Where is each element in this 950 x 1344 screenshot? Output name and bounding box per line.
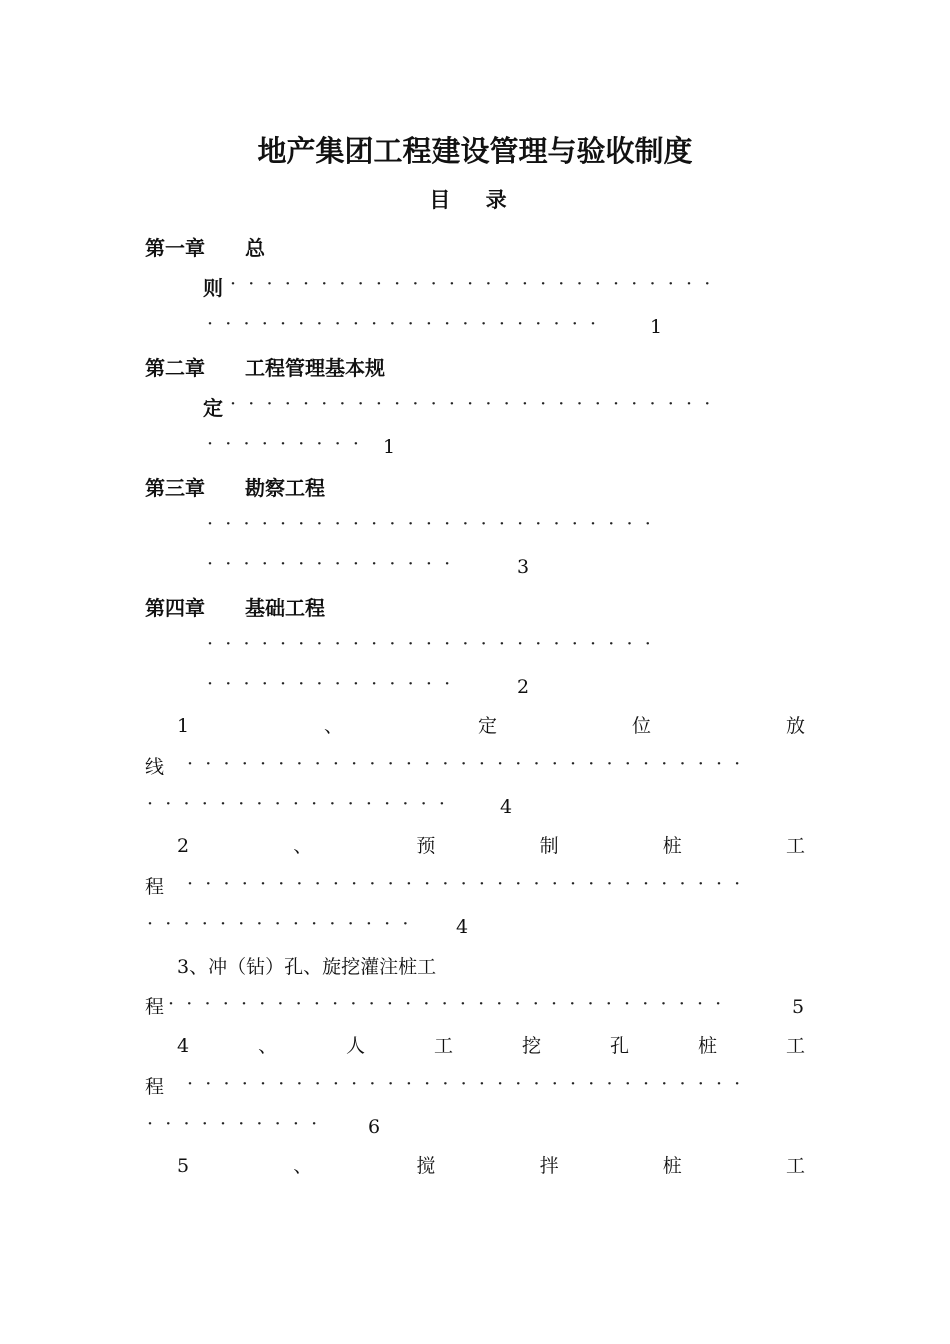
toc-ch4-page: 2 — [517, 676, 530, 698]
toc-s4-part: 工 — [434, 1035, 454, 1057]
toc-ch1-leader-2: ······················ — [207, 313, 609, 335]
toc-s1-part: 定 — [478, 715, 498, 737]
toc-ch3-label: 第三章 — [145, 476, 205, 500]
toc-s2-line — [177, 837, 805, 856]
toc-s2-part: 2 — [177, 835, 190, 857]
toc-ch4-leader-1: ························· — [207, 633, 663, 655]
toc-s4-part: 挖 — [522, 1035, 542, 1057]
toc-ch2-name-cont: 定 — [203, 396, 223, 420]
toc-s1-part: 、 — [324, 715, 344, 737]
toc-s1-leader-1: ······························· — [187, 753, 753, 775]
toc-s2-part: 工 — [785, 835, 805, 857]
toc-ch1-label: 第一章 — [145, 236, 205, 260]
toc-ch3-leader-1: ························· — [207, 513, 663, 535]
toc-s2-part: 制 — [539, 835, 559, 857]
toc-s5-part: 5 — [177, 1155, 190, 1177]
toc-s2-cont: 程 — [145, 876, 165, 898]
toc-s4-part: 孔 — [610, 1035, 630, 1057]
toc-s4-part: 4 — [177, 1035, 190, 1057]
toc-ch2-name: 工程管理基本规 — [245, 356, 385, 380]
toc-s4-leader-2: ·········· — [147, 1113, 330, 1135]
toc-s4-part: 人 — [346, 1035, 366, 1057]
toc-ch2-page: 1 — [383, 436, 396, 458]
toc-s4-leader-1: ······························· — [187, 1073, 753, 1095]
toc-s1-part: 位 — [631, 715, 651, 737]
toc-s5-part: 桩 — [662, 1155, 682, 1177]
toc-s2-part: 、 — [293, 835, 313, 857]
toc-heading: 目 录 — [429, 187, 521, 212]
toc-s3-leader: ······························· — [168, 993, 734, 1015]
toc-s1-leader-2: ················· — [147, 793, 458, 815]
toc-ch3-page: 3 — [517, 556, 530, 578]
toc-s4-cont: 程 — [145, 1076, 165, 1098]
toc-s1-cont: 线 — [145, 756, 165, 778]
toc-s4-part: 桩 — [697, 1035, 717, 1057]
toc-s3-text: 3、冲（钻）孔、旋挖灌注桩工 — [177, 956, 437, 978]
toc-s4-page: 6 — [368, 1116, 381, 1138]
toc-s2-part: 预 — [416, 835, 436, 857]
toc-s2-leader-1: ······························· — [187, 873, 753, 895]
toc-s2-page: 4 — [456, 916, 469, 938]
toc-s5-part: 拌 — [539, 1155, 559, 1177]
toc-s1-part: 1 — [177, 715, 190, 737]
toc-s4-line — [177, 1037, 805, 1056]
toc-s5-part: 搅 — [416, 1155, 436, 1177]
toc-ch3-name: 勘察工程 — [245, 476, 325, 500]
toc-ch2-leader-2: ········· — [207, 433, 372, 455]
document-title: 地产集团工程建设管理与验收制度 — [257, 134, 693, 168]
toc-ch3-leader-2: ·············· — [207, 553, 463, 575]
toc-s3-cont: 程 — [145, 996, 165, 1018]
toc-s5-part: 工 — [785, 1155, 805, 1177]
toc-ch4-label: 第四章 — [145, 596, 205, 620]
toc-ch2-label: 第二章 — [145, 356, 205, 380]
toc-s1-page: 4 — [500, 796, 513, 818]
toc-s3-page: 5 — [792, 996, 805, 1018]
toc-s2-part: 桩 — [662, 835, 682, 857]
toc-ch1-page: 1 — [650, 316, 663, 338]
toc-s2-leader-2: ··············· — [147, 913, 421, 935]
toc-ch1-name-cont: 则 — [203, 276, 223, 300]
toc-s1-part: 放 — [785, 715, 805, 737]
toc-s4-part: 、 — [258, 1035, 278, 1057]
toc-s5-part: 、 — [293, 1155, 313, 1177]
toc-s5-line — [177, 1157, 805, 1176]
toc-s4-part: 工 — [785, 1035, 805, 1057]
toc-ch4-name: 基础工程 — [245, 596, 325, 620]
toc-ch4-leader-2: ·············· — [207, 673, 463, 695]
toc-ch2-leader-1: ··························· — [230, 393, 723, 415]
toc-ch1-name: 总 — [245, 236, 265, 260]
toc-ch1-leader-1: ··························· — [230, 273, 723, 295]
toc-s1-line — [177, 717, 805, 736]
